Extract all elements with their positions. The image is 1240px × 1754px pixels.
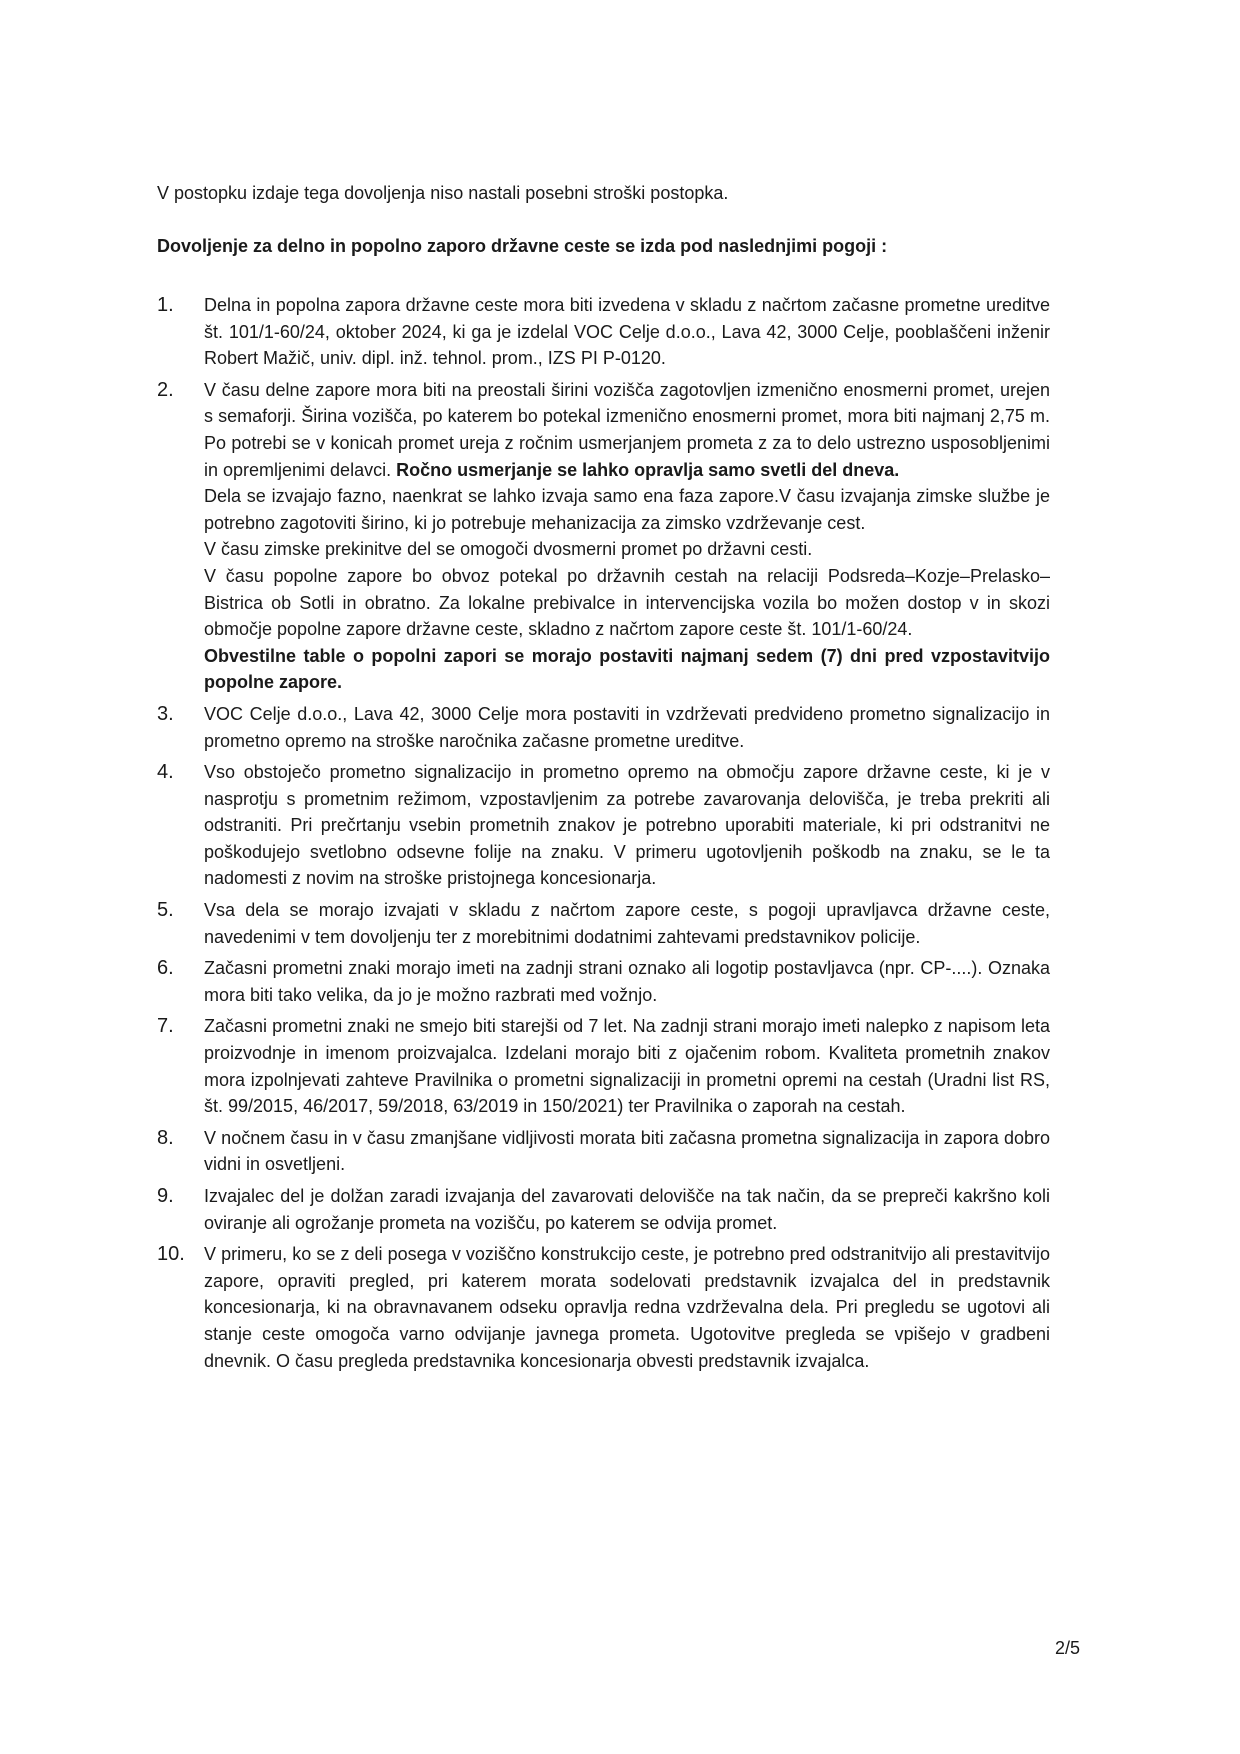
condition-number: 8. [157, 1126, 174, 1149]
condition-item [157, 292, 1050, 372]
condition-paragraph [204, 955, 1050, 1008]
condition-paragraph [204, 483, 1050, 536]
condition-text: Izvajalec del je dolžan zaradi izvajanja del zavarovati delovišče na tak način, da se prepreči kakršno koli oviranje ali ogrožanje prometa na vozišču, po katerem se odvija promet. [204, 1186, 1050, 1233]
conditions-heading: Dovoljenje za delno in popolno zaporo državne ceste se izda pod naslednjimi pogoji : [157, 236, 888, 256]
condition-number: 7. [157, 1015, 174, 1038]
page-number: 2/5 [1054, 1638, 1080, 1658]
condition-number: 5. [157, 899, 174, 922]
condition-text: V nočnem času in v času zmanjšane vidljivosti morata biti začasna prometna signalizacija in zapora dobro vidni in osvetljeni. [204, 1127, 1050, 1175]
condition-paragraph [204, 759, 1050, 892]
condition-item [157, 759, 1050, 892]
condition-text: Delna in popolna zapora državne ceste mora biti izvedena v skladu z načrtom začasne prometne ureditve št. 101/1-60/24, oktober 2024, ki ga je izdelal VOC Celje d.o.o., Lava 42, 3000 Celje, pooblaščeni inženir Robert Mažič, univ. dipl. inž. tehnol. prom., IZS PI P-0120. [204, 295, 1050, 369]
condition-paragraph [204, 377, 1050, 483]
condition-item [157, 1183, 1050, 1236]
condition-text: V primeru, ko se z deli posega v voziščno konstrukcijo ceste, je potrebno pred odstranitvijo ali prestavitvijo zapore, opraviti pregled, pri katerem morata sodelovati predstavnik izvajalca del in predstavnik koncesionarja, ki na obravnavanem odseku opravlja redna vzdrževalna dela. Pri pregledu se ugotovi ali stanje ceste omogoča varno odvijanje javnega prometa. Ugotovitve pregleda se vpišejo v gradbeni dnevnik. O času pregleda predstavnika koncesionarja obvesti predstavnik izvajalca. [204, 1244, 1050, 1371]
condition-text: Začasni prometni znaki morajo imeti na zadnji strani oznako ali logotip postavljavca (npr. CP-....). Oznaka mora biti tako velika, da jo je možno razbrati med vožnjo. [204, 958, 1050, 1005]
condition-item [157, 701, 1050, 754]
condition-number: 6. [157, 957, 174, 980]
condition-paragraph [204, 536, 1050, 563]
condition-paragraph [204, 897, 1050, 950]
condition-text: V času zimske prekinitve del se omogoči dvosmerni promet po državni cesti. [204, 539, 813, 560]
condition-paragraph [204, 292, 1050, 372]
condition-paragraph [204, 563, 1050, 643]
condition-emphasis: Obvestilne table o popolni zapori se morajo postaviti najmanj sedem (7) dni pred vzpostavitvijo popolne zapore. [204, 645, 1050, 693]
condition-text: Vsa dela se morajo izvajati v skladu z načrtom zapore ceste, s pogoji upravljavca državne ceste, navedenimi v tem dovoljenju ter z morebitnimi dodatnimi zahtevami predstavnikov policije. [204, 900, 1050, 947]
condition-item [157, 1125, 1050, 1178]
condition-number: 9. [157, 1185, 174, 1207]
condition-paragraph [204, 1183, 1050, 1236]
condition-text: V času popolne zapore bo obvoz potekal po državnih cestah na relaciji Podsreda–Kozje–Prelasko–Bistrica ob Sotli in obratno. Za lokalne prebivalce in intervencijska vozila bo možen dostop v in skozi območje popolne zapore državne ceste, skladno z načrtom zapore ceste št. 101/1-60/24. [204, 565, 1050, 640]
condition-text: VOC Celje d.o.o., Lava 42, 3000 Celje mora postaviti in vzdrževati predvideno prometno signalizacijo in prometno opremo na stroške naročnika začasne prometne ureditve. [204, 703, 1050, 751]
condition-paragraph [204, 1125, 1050, 1178]
conditions-list [157, 292, 1050, 1379]
intro-paragraph: V postopku izdaje tega dovoljenja niso nastali posebni stroški postopka. [157, 183, 729, 203]
condition-item [157, 897, 1050, 950]
condition-number: 4. [157, 761, 174, 784]
condition-paragraph [204, 1013, 1050, 1119]
condition-number: 1. [157, 294, 174, 316]
condition-item [157, 955, 1050, 1008]
condition-item [157, 1013, 1050, 1119]
condition-number: 2. [157, 378, 174, 401]
condition-text: Začasni prometni znaki ne smejo biti starejši od 7 let. Na zadnji strani morajo imeti nalepko z napisom leta proizvodnje in imenom proizvajalca. Izdelani morajo biti z ojačenim robom. Kvaliteta prometnih znakov mora izpolnjevati zahteve Pravilnika o prometni signalizaciji in prometni opremi na cestah (Uradni list RS, št. 99/2015, 46/2017, 59/2018, 63/2019 in 150/2021) ter Pravilnika o zaporah na cestah. [204, 1016, 1050, 1117]
condition-text: Vso obstoječo prometno signalizacijo in prometno opremo na območju zapore državne ceste, ki je v nasprotju s prometnim režimom, vzpostavljenim za potrebe zavarovanja delovišča, je treba prekriti ali odstraniti. Pri prečrtanju vsebin prometnih znakov je potrebno uporabiti materiale, ki pri odstranitvi ne poškodujejo svetlobno odsevne folije na znaku. V primeru ugotovljenih poškodb na znaku, se le ta nadomesti z novim na stroške pristojnega koncesionarja. [204, 762, 1050, 889]
condition-number: 3. [157, 702, 174, 725]
condition-paragraph [204, 643, 1050, 696]
condition-emphasis: Ročno usmerjanje se lahko opravlja samo svetli del dneva. [396, 459, 900, 480]
condition-item [157, 377, 1050, 696]
condition-text: Dela se izvajajo fazno, naenkrat se lahko izvaja samo ena faza zapore.V času izvajanja zimske službe je potrebno zagotoviti širino, ki jo potrebuje mehanizacija za zimsko vzdrževanje cest. [204, 486, 1050, 533]
condition-item [157, 1241, 1050, 1374]
condition-number: 10. [157, 1243, 185, 1266]
condition-paragraph [204, 701, 1050, 754]
condition-paragraph [204, 1241, 1050, 1374]
condition-text: V času delne zapore mora biti na preostali širini vozišča zagotovljen izmenično enosmerni promet, urejen s semaforji. Širina vozišča, po katerem bo potekal izmenično enosmerni promet, mora biti najmanj 2,75 m. Po potrebi se v konicah promet ureja z ročnim usmerjanjem prometa z za to delo ustrezno usposobljenimi in opremljenimi delavci. [204, 379, 1050, 480]
